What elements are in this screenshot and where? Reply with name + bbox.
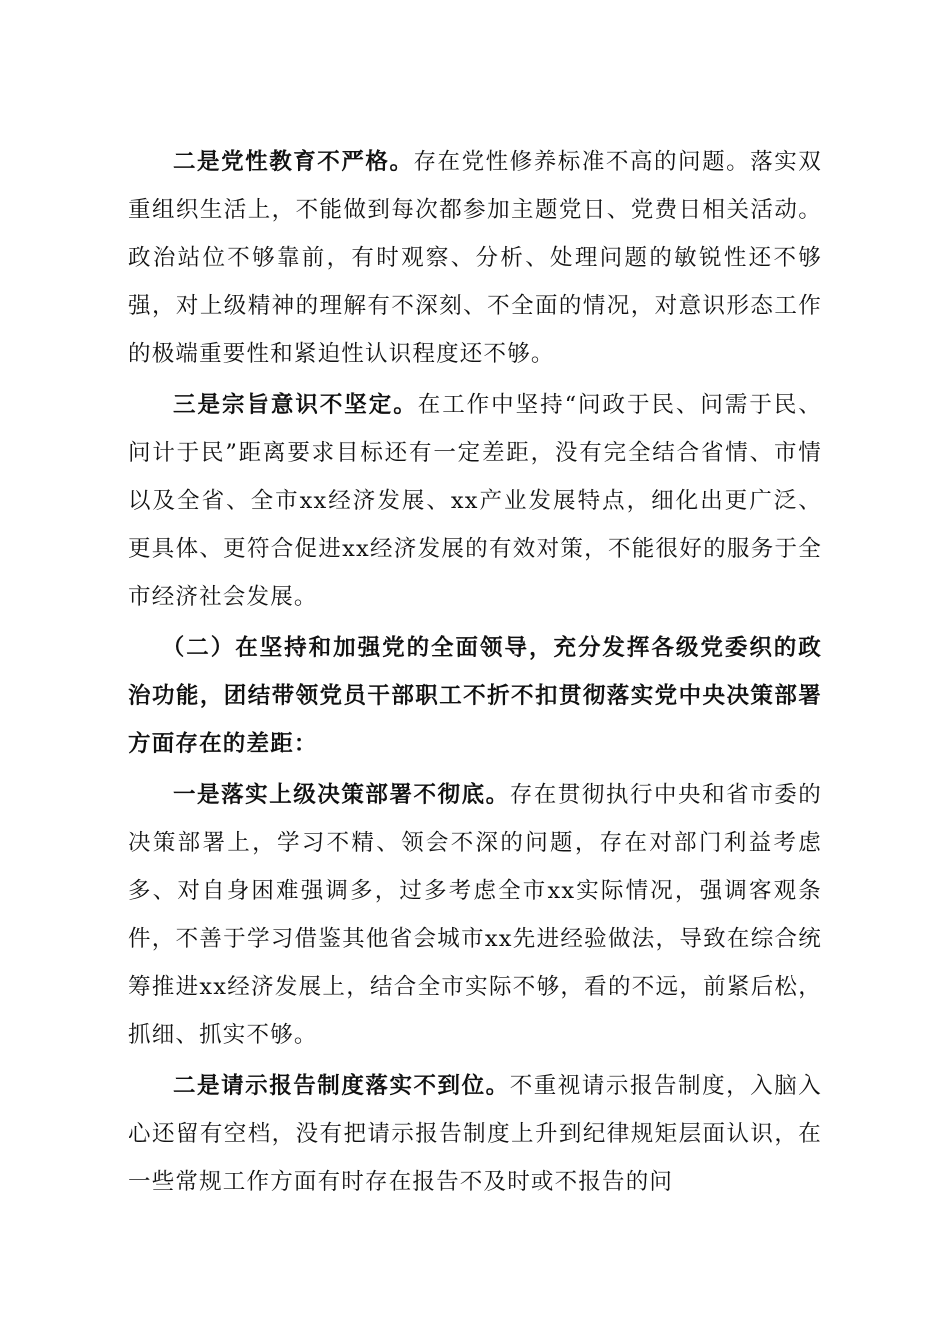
paragraph-party-education <box>128 138 822 378</box>
paragraph-text: 在工作中坚持“问政于民、问需于民、问计于民”距离要求目标还有一定差距，没有完全结合省情、市情以及全省、全市xx经济发展、xx产业发展特点，细化出更广泛、更具体、更符合促进xx经济发展的有效对策，不能很好的服务于全市经济社会发展。 <box>128 392 822 610</box>
document-body <box>128 138 822 1209</box>
paragraph-text: 不重视请示报告制度，入脑入心还留有空档，没有把请示报告制度上升到纪律规矩层面认识，在一些常规工作方面有时存在报告不及时或不报告的问 <box>128 1073 822 1195</box>
paragraph-lead: 二是党性教育不严格。 <box>173 149 414 175</box>
paragraph-text: 存在党性修养标准不高的问题。落实双重组织生活上，不能做到每次都参加主题党日、党费日相关活动。政治站位不够靠前，有时观察、分析、处理问题的敏锐性还不够强，对上级精神的理解有不深刻、不全面的情况，对意识形态工作的极端重要性和紧迫性认识程度还不够。 <box>128 149 822 367</box>
paragraph-implement-decisions <box>128 771 822 1059</box>
paragraph-lead: 一是落实上级决策部署不彻底。 <box>173 782 510 808</box>
paragraph-lead: 三是宗旨意识不坚定。 <box>173 392 418 418</box>
paragraph-purpose-awareness <box>128 381 822 621</box>
paragraph-lead: 二是请示报告制度落实不到位。 <box>173 1073 510 1099</box>
paragraph-reporting-system <box>128 1062 822 1206</box>
paragraph-text: 存在贯彻执行中央和省市委的决策部署上，学习不精、领会不深的问题，存在对部门利益考虑多、对自身困难强调多，过多考虑全市xx实际情况，强调客观条件，不善于学习借鉴其他省会城市xx先进经验做法，导致在综合统筹推进xx经济发展上，结合全市实际不够，看的不远，前紧后松，抓细、抓实不够。 <box>128 782 822 1048</box>
section-heading-2: （二）在坚持和加强党的全面领导，充分发挥各级党委织的政治功能，团结带领党员干部职工不折不扣贯彻落实党中央决策部署方面存在的差距： <box>128 635 822 757</box>
